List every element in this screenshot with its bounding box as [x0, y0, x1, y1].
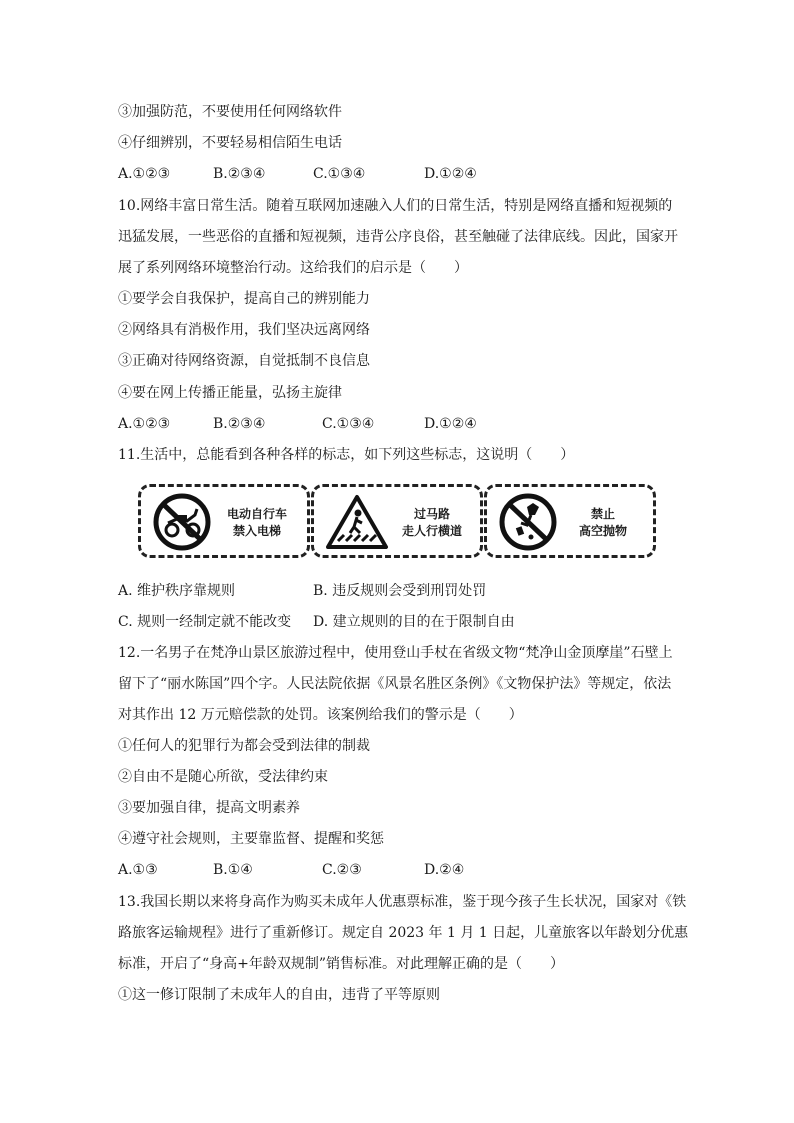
q10-item-3: ③正确对待网络资源，自觉抵制不良信息 — [118, 353, 370, 369]
sign-no-throwing — [484, 484, 656, 558]
q9-option-a: A.①②③ — [118, 166, 171, 182]
q10-item-2: ②网络具有消极作用，我们坚决远离网络 — [118, 322, 370, 338]
q10-stem-line-3: 展了系列网络环境整治行动。这给我们的启示是（ ） — [118, 260, 468, 276]
sign-no-ebike — [138, 484, 310, 558]
q11-option-d: D. 建立规则的目的在于限制自由 — [313, 614, 515, 630]
sign-3-label — [579, 506, 627, 540]
q12-option-c: C.②③ — [322, 862, 362, 878]
q12-item-3: ③要加强自律，提高文明素养 — [118, 800, 300, 816]
q13-stem-line-3: 标准，开启了“身高+年龄双规制”销售标准。对此理解正确的是（ ） — [118, 956, 565, 972]
q9-item-3: ③加强防范，不要使用任何网络软件 — [118, 104, 342, 120]
q12-option-b: B.①④ — [213, 862, 253, 878]
q12-stem-line-1: 12.一名男子在梵净山景区旅游过程中，使用登山手杖在省级文物“梵净山金顶摩崖”石壁上 — [118, 645, 673, 661]
no-throwing-icon — [497, 493, 559, 551]
sign-2-label — [402, 506, 462, 540]
q12-item-1: ①任何人的犯罪行为都会受到法律的制裁 — [118, 738, 370, 754]
q9-option-d: D.①②④ — [424, 166, 477, 182]
q11-option-c: C. 规则一经制定就不能改变 — [118, 614, 292, 630]
sign-1-line-1: 电动自行车 — [227, 507, 288, 521]
q11-stem: 11.生活中，总能看到各种各样的标志，如下列这些标志，这说明（ ） — [118, 447, 575, 463]
sign-1-label — [227, 506, 287, 540]
q10-item-1: ①要学会自我保护，提高自己的辨别能力 — [118, 291, 370, 307]
q12-option-a: A.①③ — [118, 862, 158, 878]
q12-item-2: ②自由不是随心所欲，受法律约束 — [118, 769, 328, 785]
q9-item-4: ④仔细辨别，不要轻易相信陌生电话 — [118, 135, 342, 151]
q12-option-d: D.②④ — [424, 862, 465, 878]
sign-2-line-1: 过马路 — [414, 507, 451, 521]
q11-option-b: B. 违反规则会受到刑罚处罚 — [313, 583, 487, 599]
q12-stem-line-3: 对其作出 12 万元赔偿款的处罚。该案例给我们的警示是（ ） — [118, 707, 523, 723]
q10-option-a: A.①②③ — [118, 416, 171, 432]
q10-stem-line-2: 迅猛发展，一些恶俗的直播和短视频，违背公序良俗，甚至触碰了法律底线。因此，国家开 — [118, 229, 678, 245]
sign-crosswalk — [311, 484, 483, 558]
sign-3-line-1: 禁止 — [591, 507, 616, 521]
q10-option-d: D.①②④ — [424, 416, 477, 432]
sign-1-line-2: 禁入电梯 — [233, 524, 282, 538]
no-ebike-icon — [151, 493, 213, 551]
q13-stem-line-2: 路旅客运输规程》进行了重新修订。规定自 2023 年 1 月 1 日起，儿童旅客以年龄划分优惠 — [118, 925, 689, 941]
q12-item-4: ④遵守社会规则，主要靠监督、提醒和奖惩 — [118, 831, 384, 847]
q12-stem-line-2: 留下了“丽水陈国”四个字。人民法院依据《风景名胜区条例》《文物保护法》等规定，依法 — [118, 676, 672, 692]
q10-stem-line-1: 10.网络丰富日常生活。随着互联网加速融入人们的日常生活，特别是网络直播和短视频的 — [118, 198, 673, 214]
q10-option-c: C.①③④ — [322, 416, 375, 432]
q9-option-c: C.①③④ — [313, 166, 366, 182]
sign-images — [138, 484, 656, 562]
q9-option-b: B.②③④ — [213, 166, 266, 182]
q10-item-4: ④要在网上传播正能量，弘扬主旋律 — [118, 385, 342, 401]
q10-option-b: B.②③④ — [213, 416, 266, 432]
sign-3-line-2: 高空抛物 — [579, 524, 628, 538]
q11-option-a: A. 维护秩序靠规则 — [118, 583, 236, 599]
crosswalk-icon — [324, 493, 390, 551]
q13-item-1: ①这一修订限制了未成年人的自由，违背了平等原则 — [118, 987, 440, 1003]
q13-stem-line-1: 13.我国长期以来将身高作为购买未成年人优惠票标准，鉴于现今孩子生长状况，国家对《铁 — [118, 894, 687, 910]
sign-2-line-2: 走人行横道 — [402, 524, 463, 538]
